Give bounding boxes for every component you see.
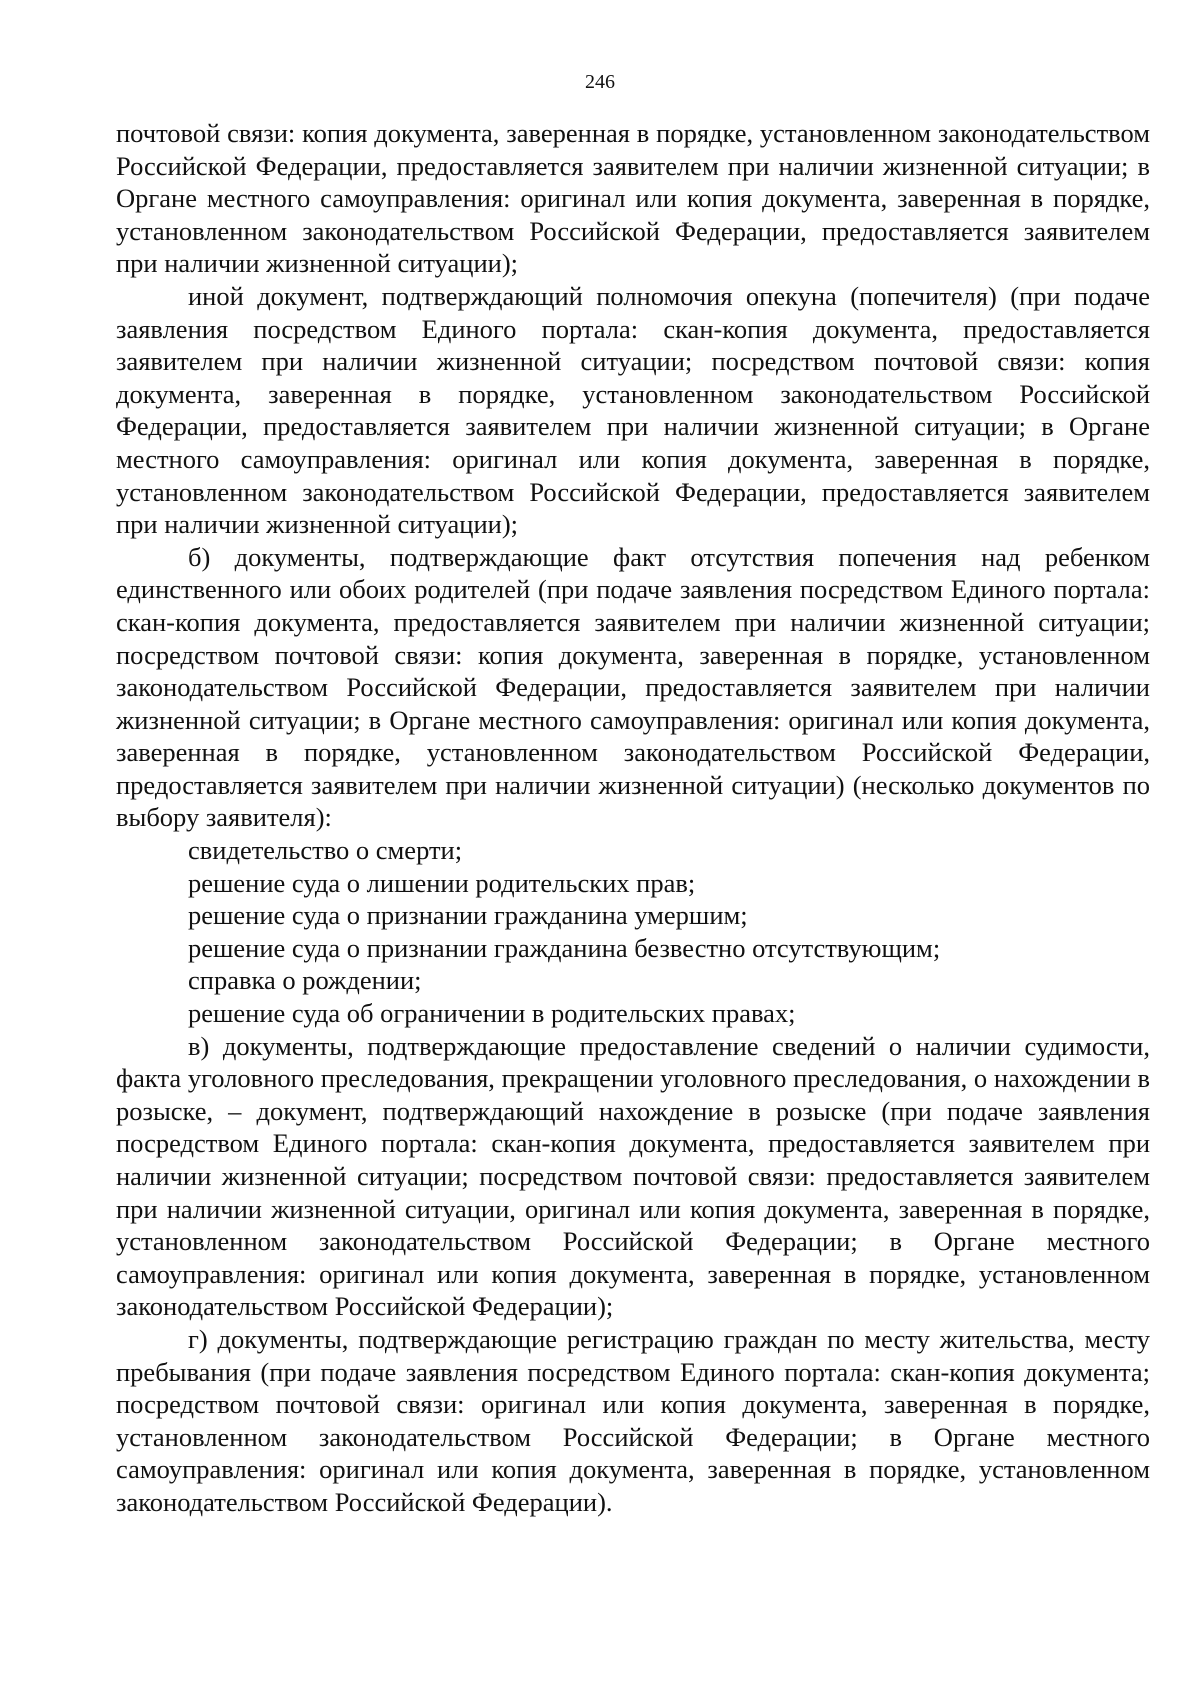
list-item-declared-dead: решение суда о признании гражданина умершим; bbox=[188, 900, 748, 931]
list-item-deprivation-rights: решение суда о лишении родительских прав; bbox=[188, 867, 696, 898]
list-item-death-certificate: свидетельство о смерти; bbox=[188, 835, 463, 866]
list-item-birth-certificate: справка о рождении; bbox=[188, 965, 422, 996]
paragraph-item-g: г) документы, подтверждающие регистрацию граждан по месту жительства, месту пребывания (при подаче заявления посредством Единого портала: скан-копия документа; посредством почтовой связи: оригинал или копия документа, заверенная в порядке, установленном законодательством Российской Федерации; в Органе местного самоуправления: оригинал или копия документа, заверенная в порядке, установленном законодательством Российской Федерации). bbox=[116, 1323, 1150, 1517]
paragraph-item-v: в) документы, подтверждающие предоставление сведений о наличии судимости, факта уголовного преследования, прекращении уголовного преследования, о нахождении в розыске, – документ, подтверждающий нахождение в розыске (при подаче заявления посредством Единого портала: скан-копия документа, предоставляется заявителем при наличии жизненной ситуации; посредством почтовой связи: предоставляется заявителем при наличии жизненной ситуации, оригинал или копия документа, заверенная в порядке, установленном законодательством Российской Федерации; в Органе местного самоуправления: оригинал или копия документа, заверенная в порядке, установленном законодательством Российской Федерации); bbox=[116, 1030, 1150, 1322]
paragraph-continuation: почтовой связи: копия документа, заверенная в порядке, установленном законодательством Российской Федерации, предоставляется заявителем при наличии жизненной ситуации; в Органе местного самоуправления: оригинал или копия документа, заверенная в порядке, установленном законодательством Российской Федерации, предоставляется заявителем при наличии жизненной ситуации); bbox=[116, 118, 1150, 279]
paragraph-item-b: б) документы, подтверждающие факт отсутствия попечения над ребенком единственного или обоих родителей (при подаче заявления посредством Единого портала: скан-копия документа, предоставляется заявителем при наличии жизненной ситуации; посредством почтовой связи: копия документа, заверенная в порядке, установленном законодательством Российской Федерации, предоставляется заявителем при наличии жизненной ситуации; в Органе местного самоуправления: оригинал или копия документа, заверенная в порядке, установленном законодательством Российской Федерации, предоставляется заявителем при наличии жизненной ситуации) (несколько документов по выбору заявителя): bbox=[116, 541, 1150, 833]
list-item-restriction-rights: решение суда об ограничении в родительских правах; bbox=[188, 998, 796, 1029]
document-body bbox=[116, 117, 1150, 1519]
page-number: 246 bbox=[585, 71, 615, 93]
list-item-declared-missing: решение суда о признании гражданина безвестно отсутствующим; bbox=[188, 932, 941, 963]
paragraph-guardian-document: иной документ, подтверждающий полномочия опекуна (попечителя) (при подаче заявления посредством Единого портала: скан-копия документа, предоставляется заявителем при наличии жизненной ситуации; посредством почтовой связи: копия документа, заверенная в порядке, установленном законодательством Российской Федерации, предоставляется заявителем при наличии жизненной ситуации; в Органе местного самоуправления: оригинал или копия документа, заверенная в порядке, установленном законодательством Российской Федерации, предоставляется заявителем при наличии жизненной ситуации); bbox=[116, 280, 1150, 540]
